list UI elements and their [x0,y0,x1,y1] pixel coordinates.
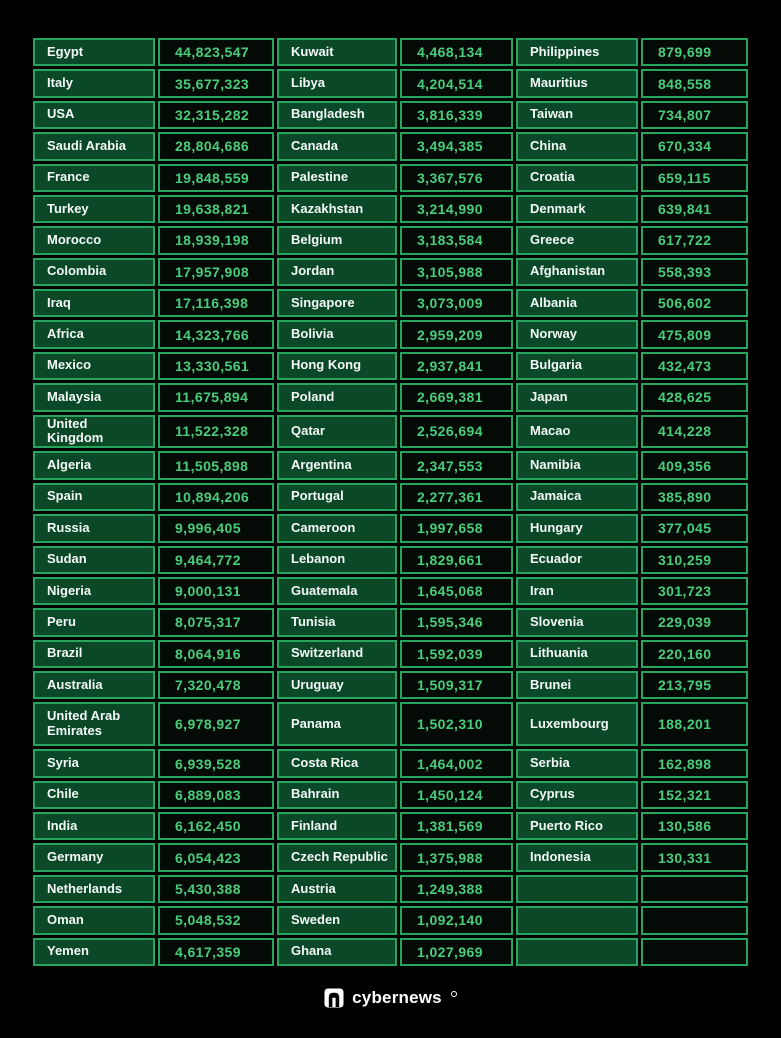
country-cell: Syria [33,749,155,777]
value-cell: 879,699 [641,38,748,66]
country-cell: Bangladesh [277,101,397,129]
country-cell: Portugal [277,483,397,511]
value-cell: 3,073,009 [400,289,513,317]
value-cell: 4,617,359 [158,938,274,966]
country-cell: Taiwan [516,101,638,129]
country-cell: Norway [516,320,638,348]
country-cell: Finland [277,812,397,840]
country-cell: Mexico [33,352,155,380]
value-cell: 1,450,124 [400,781,513,809]
value-cell: 6,939,528 [158,749,274,777]
value-cell: 1,645,068 [400,577,513,605]
country-cell: Costa Rica [277,749,397,777]
value-cell: 377,045 [641,514,748,542]
country-cell: Tunisia [277,608,397,636]
value-cell: 414,228 [641,415,748,449]
value-cell: 2,277,361 [400,483,513,511]
value-cell: 1,997,658 [400,514,513,542]
country-cell: Croatia [516,164,638,192]
value-cell: 1,509,317 [400,671,513,699]
value-cell: 409,356 [641,451,748,479]
value-cell: 213,795 [641,671,748,699]
value-cell: 432,473 [641,352,748,380]
value-cell: 32,315,282 [158,101,274,129]
country-breach-table [33,38,748,966]
country-cell: Iran [516,577,638,605]
country-cell: Puerto Rico [516,812,638,840]
value-cell: 639,841 [641,195,748,223]
country-cell: Sudan [33,546,155,574]
value-cell: 2,526,694 [400,415,513,449]
value-cell: 6,054,423 [158,843,274,871]
country-cell: Kuwait [277,38,397,66]
country-cell: Slovenia [516,608,638,636]
country-cell: Lithuania [516,640,638,668]
value-cell: 5,048,532 [158,906,274,934]
value-cell: 475,809 [641,320,748,348]
country-cell: Turkey [33,195,155,223]
value-cell: 9,000,131 [158,577,274,605]
country-cell: Germany [33,843,155,871]
country-cell: Ghana [277,938,397,966]
country-cell: Japan [516,383,638,411]
value-cell: 4,468,134 [400,38,513,66]
value-cell: 19,848,559 [158,164,274,192]
value-cell: 301,723 [641,577,748,605]
value-cell: 28,804,686 [158,132,274,160]
country-cell: Belgium [277,226,397,254]
value-cell: 2,937,841 [400,352,513,380]
country-cell: Afghanistan [516,258,638,286]
value-cell: 2,959,209 [400,320,513,348]
value-cell: 8,075,317 [158,608,274,636]
country-cell: Cyprus [516,781,638,809]
value-cell: 1,249,388 [400,875,513,903]
country-cell: Greece [516,226,638,254]
country-cell: Qatar [277,415,397,449]
country-cell: Ecuador [516,546,638,574]
value-cell: 9,464,772 [158,546,274,574]
country-cell: Singapore [277,289,397,317]
country-cell [516,875,638,903]
country-cell: Poland [277,383,397,411]
value-cell: 11,522,328 [158,415,274,449]
country-cell: Bahrain [277,781,397,809]
country-cell: Colombia [33,258,155,286]
country-cell: Denmark [516,195,638,223]
value-cell: 3,367,576 [400,164,513,192]
country-cell: Peru [33,608,155,636]
value-cell: 3,494,385 [400,132,513,160]
value-cell: 310,259 [641,546,748,574]
country-cell: Netherlands [33,875,155,903]
value-cell [641,938,748,966]
country-cell: Namibia [516,451,638,479]
country-cell: Mauritius [516,69,638,97]
value-cell: 229,039 [641,608,748,636]
value-cell: 617,722 [641,226,748,254]
value-cell: 44,823,547 [158,38,274,66]
country-cell: Switzerland [277,640,397,668]
country-cell: Iraq [33,289,155,317]
value-cell: 1,595,346 [400,608,513,636]
country-cell: Guatemala [277,577,397,605]
value-cell: 5,430,388 [158,875,274,903]
value-cell: 14,323,766 [158,320,274,348]
country-cell: Macao [516,415,638,449]
country-cell: Bulgaria [516,352,638,380]
value-cell: 6,162,450 [158,812,274,840]
value-cell: 385,890 [641,483,748,511]
country-cell: Hong Kong [277,352,397,380]
value-cell: 1,829,661 [400,546,513,574]
country-cell [516,906,638,934]
value-cell: 1,027,969 [400,938,513,966]
country-cell: Morocco [33,226,155,254]
country-cell: United Arab Emirates [33,702,155,746]
value-cell: 2,669,381 [400,383,513,411]
value-cell: 10,894,206 [158,483,274,511]
brand-name: cybernews [352,988,442,1007]
value-cell: 428,625 [641,383,748,411]
value-cell: 670,334 [641,132,748,160]
country-cell: Australia [33,671,155,699]
country-cell: Sweden [277,906,397,934]
value-cell: 2,347,553 [400,451,513,479]
country-cell: Hungary [516,514,638,542]
country-cell: Nigeria [33,577,155,605]
value-cell: 848,558 [641,69,748,97]
value-cell: 162,898 [641,749,748,777]
country-cell: France [33,164,155,192]
value-cell [641,875,748,903]
country-cell: Lebanon [277,546,397,574]
country-cell: Chile [33,781,155,809]
country-cell: Malaysia [33,383,155,411]
country-cell: Czech Republic [277,843,397,871]
country-cell: Yemen [33,938,155,966]
country-cell: Albania [516,289,638,317]
value-cell: 3,214,990 [400,195,513,223]
country-cell: Palestine [277,164,397,192]
value-cell: 558,393 [641,258,748,286]
value-cell: 3,183,584 [400,226,513,254]
value-cell [641,906,748,934]
country-cell: Panama [277,702,397,746]
value-cell: 4,204,514 [400,69,513,97]
country-cell: Argentina [277,451,397,479]
country-cell: Uruguay [277,671,397,699]
value-cell: 11,505,898 [158,451,274,479]
value-cell: 18,939,198 [158,226,274,254]
country-cell: India [33,812,155,840]
value-cell: 506,602 [641,289,748,317]
value-cell: 1,464,002 [400,749,513,777]
registered-trademark-icon [451,991,457,997]
value-cell: 6,889,083 [158,781,274,809]
country-cell: Libya [277,69,397,97]
value-cell: 1,592,039 [400,640,513,668]
country-cell: Serbia [516,749,638,777]
country-cell: Africa [33,320,155,348]
value-cell: 130,586 [641,812,748,840]
country-cell: China [516,132,638,160]
country-cell: USA [33,101,155,129]
value-cell: 734,807 [641,101,748,129]
country-cell: Saudi Arabia [33,132,155,160]
value-cell: 1,502,310 [400,702,513,746]
cybernews-logo-icon [324,988,344,1008]
value-cell: 9,996,405 [158,514,274,542]
country-cell: Cameroon [277,514,397,542]
value-cell: 659,115 [641,164,748,192]
value-cell: 3,105,988 [400,258,513,286]
country-cell: Jordan [277,258,397,286]
country-cell: Austria [277,875,397,903]
country-cell: Brunei [516,671,638,699]
country-cell: Spain [33,483,155,511]
country-cell [516,938,638,966]
country-cell: Jamaica [516,483,638,511]
value-cell: 8,064,916 [158,640,274,668]
country-cell: Egypt [33,38,155,66]
value-cell: 220,160 [641,640,748,668]
country-cell: Italy [33,69,155,97]
value-cell: 13,330,561 [158,352,274,380]
value-cell: 3,816,339 [400,101,513,129]
value-cell: 19,638,821 [158,195,274,223]
value-cell: 1,381,569 [400,812,513,840]
value-cell: 35,677,323 [158,69,274,97]
value-cell: 188,201 [641,702,748,746]
value-cell: 1,092,140 [400,906,513,934]
country-cell: Algeria [33,451,155,479]
country-cell: Russia [33,514,155,542]
value-cell: 130,331 [641,843,748,871]
value-cell: 152,321 [641,781,748,809]
footer [0,988,781,1008]
country-cell: Bolivia [277,320,397,348]
value-cell: 11,675,894 [158,383,274,411]
country-cell: Brazil [33,640,155,668]
value-cell: 1,375,988 [400,843,513,871]
value-cell: 7,320,478 [158,671,274,699]
country-cell: Oman [33,906,155,934]
country-cell: United Kingdom [33,415,155,449]
country-cell: Indonesia [516,843,638,871]
country-cell: Philippines [516,38,638,66]
value-cell: 17,957,908 [158,258,274,286]
value-cell: 17,116,398 [158,289,274,317]
country-cell: Canada [277,132,397,160]
value-cell: 6,978,927 [158,702,274,746]
country-cell: Luxembourg [516,702,638,746]
country-cell: Kazakhstan [277,195,397,223]
